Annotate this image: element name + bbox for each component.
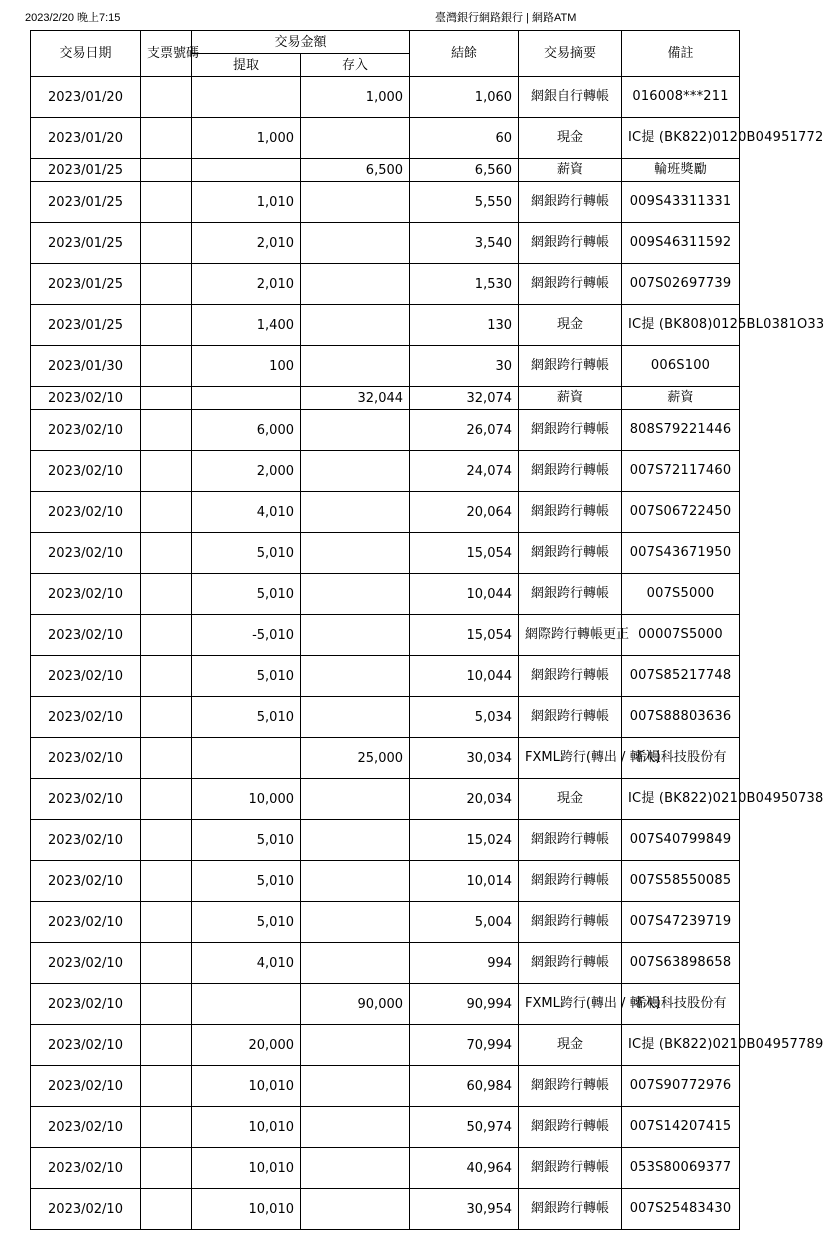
cheque-cell	[141, 779, 192, 820]
balance-cell: 24,074	[410, 451, 519, 492]
note-cell: 006S100	[622, 346, 740, 387]
balance-cell: 40,964	[410, 1148, 519, 1189]
deposit-cell: 6,500	[301, 159, 410, 182]
withdraw-cell: 10,010	[192, 1189, 301, 1230]
cheque-cell	[141, 1148, 192, 1189]
note-cell: 00007S5000	[622, 615, 740, 656]
date-cell: 2023/02/10	[31, 1066, 141, 1107]
col-header-cheque: 支票號碼	[141, 31, 192, 77]
note-cell: 009S43311331	[622, 182, 740, 223]
table-row	[31, 346, 740, 387]
deposit-cell	[301, 779, 410, 820]
table-row	[31, 264, 740, 305]
withdraw-cell: 2,010	[192, 264, 301, 305]
deposit-cell	[301, 533, 410, 574]
summary-cell: 網銀跨行轉帳	[519, 264, 622, 305]
date-cell: 2023/02/10	[31, 615, 141, 656]
withdraw-cell: 5,010	[192, 574, 301, 615]
deposit-cell	[301, 820, 410, 861]
date-cell: 2023/02/10	[31, 943, 141, 984]
table-row	[31, 1107, 740, 1148]
cheque-cell	[141, 984, 192, 1025]
date-cell: 2023/01/25	[31, 159, 141, 182]
note-cell: IC提 (BK822)0120B04951772	[622, 118, 740, 159]
deposit-cell: 1,000	[301, 77, 410, 118]
deposit-cell	[301, 182, 410, 223]
withdraw-cell: 1,010	[192, 182, 301, 223]
summary-cell: 網銀跨行轉帳	[519, 346, 622, 387]
balance-cell: 10,014	[410, 861, 519, 902]
cheque-cell	[141, 410, 192, 451]
date-cell: 2023/02/10	[31, 984, 141, 1025]
balance-cell: 6,560	[410, 159, 519, 182]
summary-cell: 網銀跨行轉帳	[519, 697, 622, 738]
col-header-withdraw: 提取	[192, 54, 301, 77]
cheque-cell	[141, 223, 192, 264]
cheque-cell	[141, 902, 192, 943]
date-cell: 2023/02/10	[31, 656, 141, 697]
balance-cell: 32,074	[410, 387, 519, 410]
cheque-cell	[141, 697, 192, 738]
balance-cell: 26,074	[410, 410, 519, 451]
cheque-cell	[141, 861, 192, 902]
balance-cell: 20,034	[410, 779, 519, 820]
deposit-cell	[301, 451, 410, 492]
table-row	[31, 182, 740, 223]
balance-cell: 30	[410, 346, 519, 387]
deposit-cell	[301, 1066, 410, 1107]
balance-cell: 10,044	[410, 656, 519, 697]
note-cell: 希幔科技股份有	[622, 984, 740, 1025]
summary-cell: 現金	[519, 1025, 622, 1066]
date-cell: 2023/02/10	[31, 410, 141, 451]
deposit-cell	[301, 305, 410, 346]
balance-cell: 1,060	[410, 77, 519, 118]
cheque-cell	[141, 574, 192, 615]
withdraw-cell: 10,010	[192, 1066, 301, 1107]
summary-cell: 現金	[519, 779, 622, 820]
date-cell: 2023/02/10	[31, 861, 141, 902]
deposit-cell	[301, 656, 410, 697]
summary-cell: 網銀跨行轉帳	[519, 451, 622, 492]
withdraw-cell	[192, 159, 301, 182]
withdraw-cell: 5,010	[192, 656, 301, 697]
note-cell: 007S06722450	[622, 492, 740, 533]
summary-cell: 網銀跨行轉帳	[519, 943, 622, 984]
summary-cell: 現金	[519, 118, 622, 159]
table-row	[31, 118, 740, 159]
table-header	[31, 31, 740, 77]
site-title: 臺灣銀行網路銀行 | 網路ATM	[435, 12, 577, 24]
table-row	[31, 159, 740, 182]
table-row	[31, 779, 740, 820]
deposit-cell	[301, 1025, 410, 1066]
balance-cell: 130	[410, 305, 519, 346]
withdraw-cell: -5,010	[192, 615, 301, 656]
date-cell: 2023/01/25	[31, 264, 141, 305]
date-cell: 2023/02/10	[31, 492, 141, 533]
summary-cell: 薪資	[519, 159, 622, 182]
note-cell: IC提 (BK822)0210B04957789	[622, 1025, 740, 1066]
col-header-date: 交易日期	[31, 31, 141, 77]
note-cell: 808S79221446	[622, 410, 740, 451]
balance-cell: 20,064	[410, 492, 519, 533]
balance-cell: 50,974	[410, 1107, 519, 1148]
date-cell: 2023/02/10	[31, 779, 141, 820]
deposit-cell	[301, 1189, 410, 1230]
note-cell: 007S25483430	[622, 1189, 740, 1230]
deposit-cell: 25,000	[301, 738, 410, 779]
date-cell: 2023/02/10	[31, 697, 141, 738]
summary-cell: 網銀跨行轉帳	[519, 656, 622, 697]
note-cell: 007S58550085	[622, 861, 740, 902]
summary-cell: 網銀跨行轉帳	[519, 492, 622, 533]
cheque-cell	[141, 1189, 192, 1230]
withdraw-cell: 20,000	[192, 1025, 301, 1066]
balance-cell: 15,054	[410, 533, 519, 574]
date-cell: 2023/02/10	[31, 387, 141, 410]
deposit-cell	[301, 902, 410, 943]
table-row	[31, 451, 740, 492]
date-cell: 2023/02/10	[31, 1189, 141, 1230]
transaction-rows	[31, 77, 824, 1230]
note-cell: 輪班獎勵	[622, 159, 740, 182]
summary-cell: 網銀跨行轉帳	[519, 902, 622, 943]
summary-cell: 網銀跨行轉帳	[519, 223, 622, 264]
deposit-cell	[301, 118, 410, 159]
note-cell: 007S02697739	[622, 264, 740, 305]
transaction-table	[30, 30, 824, 1230]
deposit-cell	[301, 492, 410, 533]
deposit-cell	[301, 1148, 410, 1189]
note-cell: 007S72117460	[622, 451, 740, 492]
balance-cell: 5,550	[410, 182, 519, 223]
date-cell: 2023/02/10	[31, 820, 141, 861]
date-cell: 2023/01/20	[31, 118, 141, 159]
note-cell: 009S46311592	[622, 223, 740, 264]
withdraw-cell: 5,010	[192, 902, 301, 943]
deposit-cell: 32,044	[301, 387, 410, 410]
withdraw-cell: 6,000	[192, 410, 301, 451]
withdraw-cell	[192, 984, 301, 1025]
table-row	[31, 820, 740, 861]
note-cell: 薪資	[622, 387, 740, 410]
cheque-cell	[141, 77, 192, 118]
summary-cell: 網銀自行轉帳	[519, 77, 622, 118]
summary-cell: 網際跨行轉帳更正	[519, 615, 622, 656]
cheque-cell	[141, 182, 192, 223]
table-row	[31, 656, 740, 697]
table-row	[31, 738, 740, 779]
cheque-cell	[141, 159, 192, 182]
balance-cell: 1,530	[410, 264, 519, 305]
table-row	[31, 77, 740, 118]
summary-cell: 網銀跨行轉帳	[519, 861, 622, 902]
note-cell: 希幔科技股份有	[622, 738, 740, 779]
summary-cell: 現金	[519, 305, 622, 346]
table-row	[31, 305, 740, 346]
printed-timestamp: 2023/2/20 晚上7:15	[25, 12, 121, 24]
date-cell: 2023/01/25	[31, 182, 141, 223]
date-cell: 2023/02/10	[31, 1148, 141, 1189]
date-cell: 2023/02/10	[31, 1107, 141, 1148]
date-cell: 2023/02/10	[31, 574, 141, 615]
cheque-cell	[141, 387, 192, 410]
balance-cell: 30,954	[410, 1189, 519, 1230]
table-row	[31, 387, 740, 410]
note-cell: IC提 (BK808)0125BL0381O33	[622, 305, 740, 346]
deposit-cell	[301, 1107, 410, 1148]
note-cell: 007S47239719	[622, 902, 740, 943]
date-cell: 2023/01/30	[31, 346, 141, 387]
balance-cell: 70,994	[410, 1025, 519, 1066]
cheque-cell	[141, 1066, 192, 1107]
table-row	[31, 1025, 740, 1066]
withdraw-cell: 10,010	[192, 1107, 301, 1148]
balance-cell: 15,054	[410, 615, 519, 656]
balance-cell: 3,540	[410, 223, 519, 264]
cheque-cell	[141, 451, 192, 492]
withdraw-cell: 5,010	[192, 533, 301, 574]
table-row	[31, 1189, 740, 1230]
summary-cell: 網銀跨行轉帳	[519, 182, 622, 223]
cheque-cell	[141, 1107, 192, 1148]
note-cell: 007S88803636	[622, 697, 740, 738]
deposit-cell	[301, 264, 410, 305]
deposit-cell	[301, 223, 410, 264]
summary-cell: 網銀跨行轉帳	[519, 1189, 622, 1230]
balance-cell: 5,004	[410, 902, 519, 943]
withdraw-cell: 4,010	[192, 492, 301, 533]
cheque-cell	[141, 615, 192, 656]
col-header-balance: 結餘	[410, 31, 519, 77]
deposit-cell	[301, 346, 410, 387]
cheque-cell	[141, 738, 192, 779]
summary-cell: FXML跨行(轉出 / 轉入)	[519, 984, 622, 1025]
summary-cell: 網銀跨行轉帳	[519, 533, 622, 574]
date-cell: 2023/01/20	[31, 77, 141, 118]
table-row	[31, 492, 740, 533]
cheque-cell	[141, 346, 192, 387]
note-cell: 007S14207415	[622, 1107, 740, 1148]
cheque-cell	[141, 305, 192, 346]
table-row	[31, 223, 740, 264]
date-cell: 2023/02/10	[31, 1025, 141, 1066]
note-cell: 007S90772976	[622, 1066, 740, 1107]
table-row	[31, 697, 740, 738]
note-cell: 016008***211	[622, 77, 740, 118]
cheque-cell	[141, 1025, 192, 1066]
note-cell: 007S63898658	[622, 943, 740, 984]
balance-cell: 90,994	[410, 984, 519, 1025]
print-header	[0, 9, 739, 25]
deposit-cell	[301, 410, 410, 451]
col-header-deposit: 存入	[301, 54, 410, 77]
deposit-cell	[301, 861, 410, 902]
withdraw-cell: 1,400	[192, 305, 301, 346]
summary-cell: FXML跨行(轉出 / 轉入)	[519, 738, 622, 779]
summary-cell: 網銀跨行轉帳	[519, 410, 622, 451]
summary-cell: 網銀跨行轉帳	[519, 1148, 622, 1189]
balance-cell: 994	[410, 943, 519, 984]
note-cell: 007S85217748	[622, 656, 740, 697]
table-row	[31, 615, 740, 656]
withdraw-cell: 2,000	[192, 451, 301, 492]
withdraw-cell: 10,000	[192, 779, 301, 820]
deposit-cell	[301, 943, 410, 984]
note-cell: 007S5000	[622, 574, 740, 615]
summary-cell: 網銀跨行轉帳	[519, 820, 622, 861]
balance-cell: 30,034	[410, 738, 519, 779]
summary-cell: 網銀跨行轉帳	[519, 1107, 622, 1148]
table-row	[31, 1066, 740, 1107]
withdraw-cell: 10,010	[192, 1148, 301, 1189]
summary-cell: 薪資	[519, 387, 622, 410]
withdraw-cell	[192, 387, 301, 410]
table-row	[31, 1148, 740, 1189]
balance-cell: 60,984	[410, 1066, 519, 1107]
table-row	[31, 984, 740, 1025]
withdraw-cell: 100	[192, 346, 301, 387]
table-row	[31, 574, 740, 615]
note-cell: IC提 (BK822)0210B04950738	[622, 779, 740, 820]
cheque-cell	[141, 264, 192, 305]
balance-cell: 60	[410, 118, 519, 159]
summary-cell: 網銀跨行轉帳	[519, 1066, 622, 1107]
table-row	[31, 902, 740, 943]
deposit-cell	[301, 697, 410, 738]
withdraw-cell: 5,010	[192, 861, 301, 902]
date-cell: 2023/02/10	[31, 451, 141, 492]
cheque-cell	[141, 533, 192, 574]
note-cell: 007S43671950	[622, 533, 740, 574]
date-cell: 2023/02/10	[31, 533, 141, 574]
col-header-note: 備註	[622, 31, 740, 77]
withdraw-cell: 5,010	[192, 697, 301, 738]
table-row	[31, 943, 740, 984]
balance-cell: 5,034	[410, 697, 519, 738]
table-row	[31, 410, 740, 451]
cheque-cell	[141, 656, 192, 697]
deposit-cell: 90,000	[301, 984, 410, 1025]
deposit-cell	[301, 615, 410, 656]
withdraw-cell: 4,010	[192, 943, 301, 984]
note-cell: 007S40799849	[622, 820, 740, 861]
balance-cell: 15,024	[410, 820, 519, 861]
withdraw-cell	[192, 77, 301, 118]
col-header-amount: 交易金額	[192, 31, 410, 54]
date-cell: 2023/01/25	[31, 223, 141, 264]
date-cell: 2023/02/10	[31, 738, 141, 779]
cheque-cell	[141, 118, 192, 159]
table-row	[31, 533, 740, 574]
date-cell: 2023/01/25	[31, 305, 141, 346]
withdraw-cell: 2,010	[192, 223, 301, 264]
date-cell: 2023/02/10	[31, 902, 141, 943]
table-row	[31, 861, 740, 902]
summary-cell: 網銀跨行轉帳	[519, 574, 622, 615]
balance-cell: 10,044	[410, 574, 519, 615]
withdraw-cell: 1,000	[192, 118, 301, 159]
cheque-cell	[141, 820, 192, 861]
withdraw-cell	[192, 738, 301, 779]
note-cell: 053S80069377	[622, 1148, 740, 1189]
cheque-cell	[141, 492, 192, 533]
col-header-summary: 交易摘要	[519, 31, 622, 77]
cheque-cell	[141, 943, 192, 984]
deposit-cell	[301, 574, 410, 615]
withdraw-cell: 5,010	[192, 820, 301, 861]
